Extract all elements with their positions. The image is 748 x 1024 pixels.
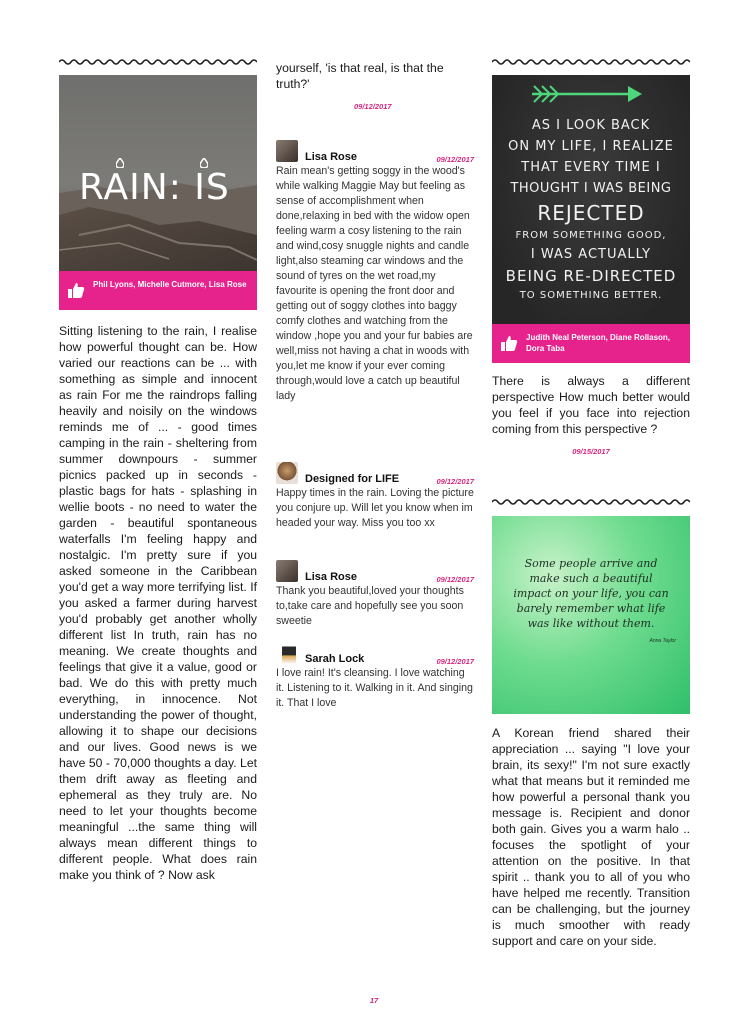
raindrop-icon xyxy=(200,155,208,165)
comment-date: 09/12/2017 xyxy=(436,657,474,666)
comment xyxy=(276,462,474,531)
rain-photo xyxy=(59,75,257,271)
quote-image-chalkboard xyxy=(492,75,690,324)
image-title: RAIN: IS xyxy=(79,167,230,208)
comment-date: 09/12/2017 xyxy=(436,477,474,486)
post-body-continued: yourself, 'is that real, is that the truth?' xyxy=(276,61,444,91)
arrow-icon xyxy=(532,83,644,110)
comment-author[interactable]: Lisa Rose xyxy=(305,151,357,163)
quote-line: THOUGHT I WAS BEING xyxy=(510,181,672,196)
quote-line: barely remember what life xyxy=(516,602,666,615)
post-body: There is always a different perspective How much better would you feel if you face into rejection coming from this perspective ? xyxy=(492,374,690,436)
post-date: 09/12/2017 xyxy=(354,102,392,111)
quote-line: REJECTED xyxy=(537,201,645,225)
quote-line: AS I LOOK BACK xyxy=(531,118,651,133)
avatar[interactable] xyxy=(282,642,296,664)
column-right xyxy=(492,56,690,948)
quote-line: impact on your life, you can xyxy=(513,587,669,600)
likes-names: Judith Neal Peterson, Diane Rollason, Dora Taba xyxy=(526,333,671,353)
quote-author: Anna Taylor xyxy=(649,638,676,644)
comment-text: Rain mean's getting soggy in the wood's while walking Maggie May but feeling as sense of accomplishment when done,relaxing in bed with the widow open feeling warm a cosy listening to the rain and wind,cosy snuggle nights and candle light,also steaming car windows and the sound of tyres on the wet road,my favourite is opening the front door and getting out of soggy clothes into baggy comfy clothes and watching from the window ,hope you and your fur babies are well,miss not having a chat in woods with you,let me know if your ever coming through,would love a catch up beautiful lady xyxy=(276,165,473,402)
likes-bar xyxy=(59,271,257,310)
quote-line: THAT EVERY TIME I xyxy=(521,160,661,175)
comment-author[interactable]: Sarah Lock xyxy=(305,653,365,665)
quote-line: I WAS ACTUALLY xyxy=(530,247,652,262)
comment-text: Thank you beautiful,loved your thoughts to,take care and hopefully see you soon sweetie xyxy=(276,585,464,627)
comment-author[interactable]: Designed for LIFE xyxy=(305,473,400,485)
avatar[interactable] xyxy=(276,560,298,582)
post-body: Sitting listening to the rain, I realise how powerful thought can be. How varied our reactions can be ... with something as simple and innocent as rain For me the raindrops falling heavily and noisily on the windows reminds me of ... - good times camping in the rain - sheltering from summer downpours - summer picnics packed up in seconds - plastic bags for hats - splashing in wellie boots - no need to water the garden - beautiful spontaneous waterfalls I'm feeling happy and nostalgic. I'm pretty sure if you asked someone in the Caribbean you'd get a way more terrifying list. If you asked a farmer during harvest you'd probably get another wholly different list In truth, rain has no meaning. We create thoughts and feelings that give it a value, good or bad. We do this with pretty much everything, in innocence. Not understanding the power of thought, allowing it to shape our decisions and our lives. Good news is we have 50 - 70,000 thoughts a day. Let them drift away as fleeting and ephemeral as they truly are. No need to let your thoughts become meaningful ...the same thing will always mean different things to different people. What does rain make you think of ? Now ask xyxy=(59,324,257,882)
likes-names: Phil Lyons, Michelle Cutmore, Lisa Rose xyxy=(93,280,247,289)
divider-wave-col3-mid xyxy=(492,498,690,506)
quote-line: TO SOMETHING BETTER. xyxy=(519,290,663,301)
comment-date: 09/12/2017 xyxy=(436,575,474,584)
quote-line: Some people arrive and xyxy=(524,557,658,570)
thumbs-up-icon xyxy=(67,281,85,299)
quote-line: make such a beautiful xyxy=(529,572,653,585)
avatar[interactable] xyxy=(276,140,298,162)
quote-image-green xyxy=(492,516,690,714)
quote-line: was like without them. xyxy=(527,617,655,630)
column-left xyxy=(59,56,257,883)
post-date: 09/15/2017 xyxy=(572,447,610,456)
post-body: A Korean friend shared their appreciation ... saying "I love your brain, its sexy!" I'm not sure exactly what that means but it reminded me how powerful a personal thank you message is. Recipient and donor both gain. Gives you a warm halo .. focuses the spotlight of your attention on the positive. In that spirit .. thank you to all of you who have helped me recently. Transition can be challenging, but the journey is much smoother with ready support and care on your side. xyxy=(492,726,690,948)
comment-text: Happy times in the rain. Loving the picture you conjure up. Will let you know when im headed your way. Miss you too xx xyxy=(276,487,474,529)
likes-bar xyxy=(492,324,690,363)
column-middle xyxy=(276,56,474,756)
comment xyxy=(276,642,474,711)
comment-text: I love rain! It's cleansing. I love watching it. Listening to it. Walking in it. And singing it. That I love xyxy=(276,667,473,709)
quote-line: ON MY LIFE, I REALIZE xyxy=(508,139,674,154)
comment xyxy=(276,560,474,629)
quote-line: FROM SOMETHING GOOD, xyxy=(515,230,667,241)
avatar[interactable] xyxy=(276,462,298,484)
raindrop-icon xyxy=(116,155,124,165)
thumbs-up-icon xyxy=(500,334,518,352)
comment-author[interactable]: Lisa Rose xyxy=(305,571,357,583)
comment xyxy=(276,140,474,404)
quote-line: BEING RE-DIRECTED xyxy=(505,267,677,285)
comment-date: 09/12/2017 xyxy=(436,155,474,164)
page-number: 17 xyxy=(369,996,379,1005)
